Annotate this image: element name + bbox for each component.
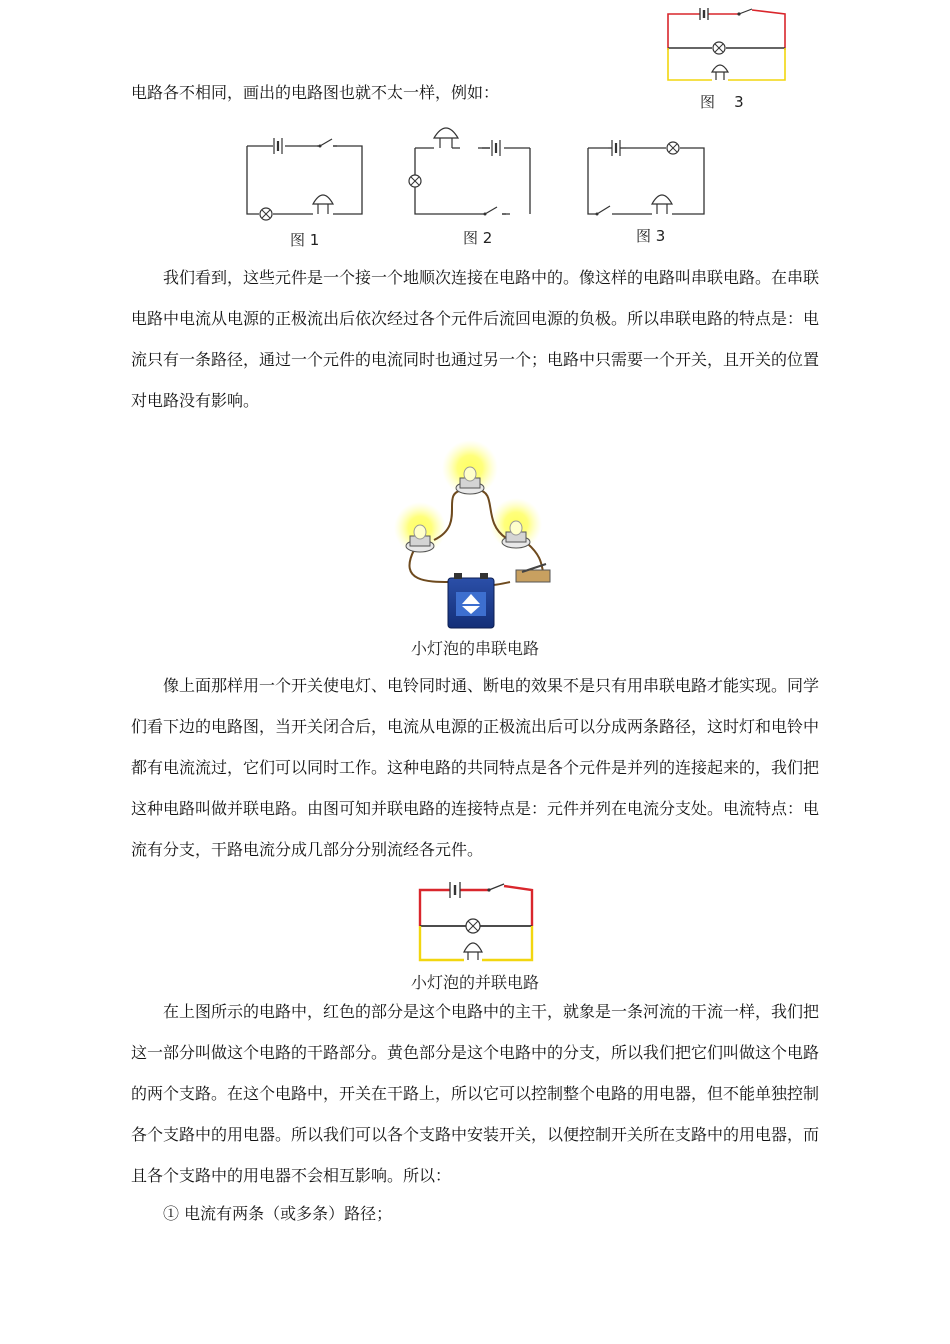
- figure-3-label: 图 3: [636, 227, 666, 245]
- paragraph-trunk-branch: [131, 991, 819, 1196]
- paragraph-parallel-text: 像上面那样用一个开关使电灯、电铃同时通、断电的效果不是只有用串联电路才能实现。同学们看下边的电路图，当开关闭合后，电流从电源的正极流出后可以分成两条路径，这时灯和电铃中都有电流流过，它们可以同时工作。这种电路的共同特点是各个元件是并列的连接起来的，我们把这种电路叫做并联电路。由图可知并联电路的连接特点是：元件并列在电流分支处。电流特点：电流有分支，干路电流分成几部分分别流经各元件。: [131, 676, 820, 859]
- list-item-1-text: ① 电流有两条（或多条）路径；: [163, 1204, 393, 1223]
- paragraph-series-text: 我们看到，这些元件是一个接一个地顺次连接在电路中的。像这样的电路叫串联电路。在串联电路中电流从电源的正极流出后依次经过各个元件后流回电源的负极。所以串联电路的特点是：电流只有一条路径，通过一个元件的电流同时也通过另一个；电路中只需要一个开关，且开关的位置对电路没有影响。: [131, 268, 820, 410]
- figure-1-label: 图 1: [290, 231, 320, 249]
- figure-3-series-circuit: [586, 134, 708, 220]
- series-bulbs-illustration: [398, 432, 558, 632]
- series-circuit-caption: 小灯泡的串联电路: [410, 639, 539, 658]
- top-figure-label-text: 图: [700, 93, 716, 111]
- figure-2-label: 图 2: [463, 229, 493, 247]
- top-figure-label-number: 3: [734, 93, 744, 111]
- list-item-1: [131, 1193, 819, 1234]
- figure-2-series-circuit: [410, 120, 535, 220]
- parallel-circuit-caption: 小灯泡的并联电路: [410, 973, 539, 992]
- intro-line: 电路各不相同，画出的电路图也就不太一样，例如：: [131, 83, 500, 102]
- parallel-circuit-diagram: [414, 880, 538, 964]
- figure-1-series-circuit: [245, 132, 365, 222]
- paragraph-series-explanation: [131, 257, 819, 421]
- paragraph-trunk-branch-text: 在上图所示的电路中，红色的部分是这个电路中的主干，就象是一条河流的干流一样，我们把这一部分叫做这个电路的干路部分。黄色部分是这个电路中的分支，所以我们把它们叫做这个电路的两个支路。在这个电路中，开关在干路上，所以它可以控制整个电路的用电器，但不能单独控制各个支路中的用电器。所以我们可以各个支路中安装开关，以便控制开关所在支路中的用电器，而且各个支路中的用电器不会相互影响。所以：: [131, 1002, 820, 1185]
- paragraph-parallel-explanation: [131, 665, 819, 870]
